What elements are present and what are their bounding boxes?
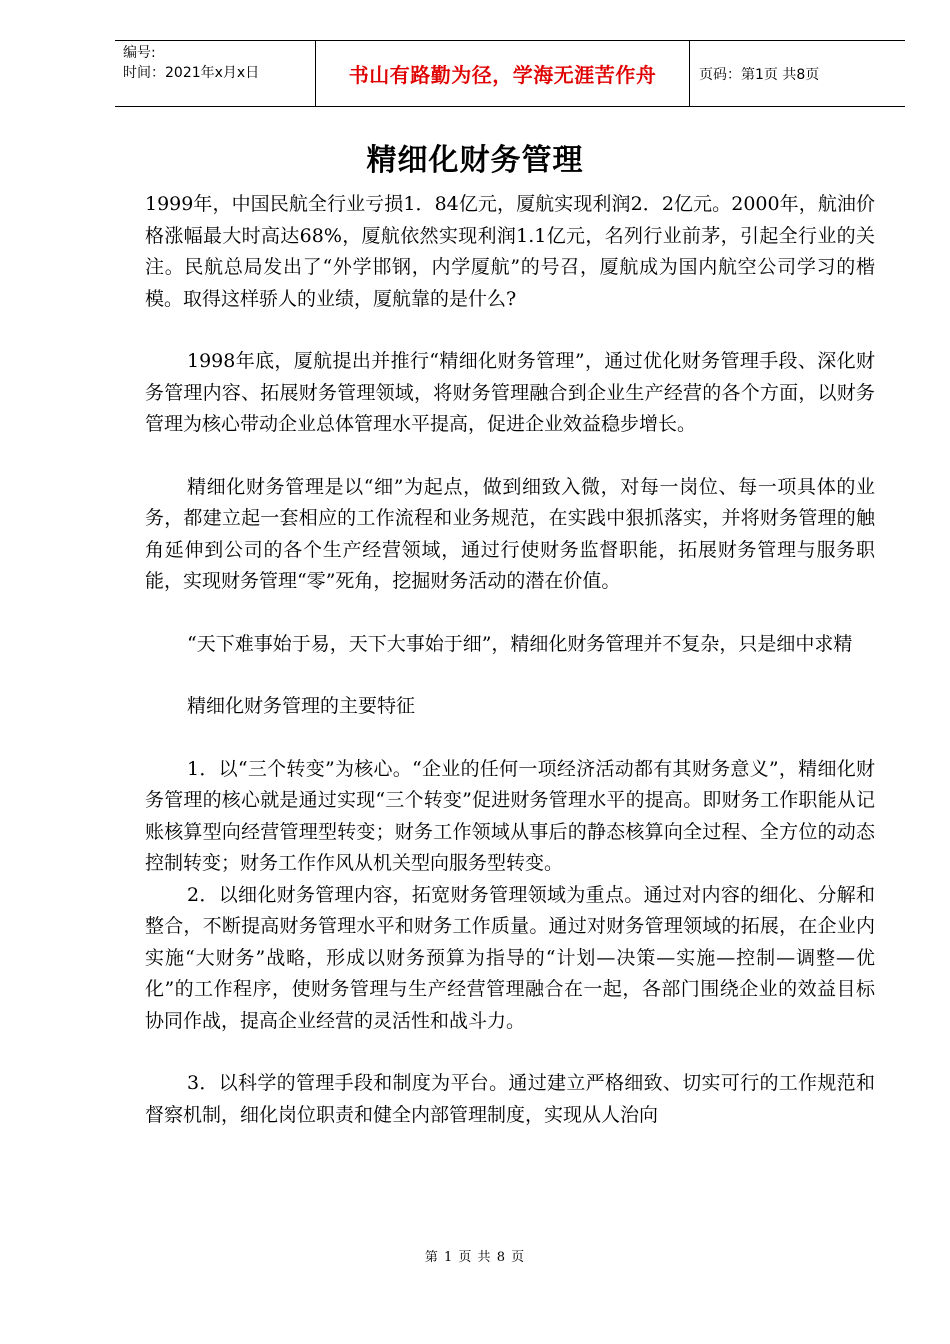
paragraph-intro: 1999年，中国民航全行业亏损1．84亿元，厦航实现利润2．2亿元。2000年，航油价格涨幅最大时高达68%，厦航依然实现利润1.1亿元，名列行业前茅，引起全行业的关注。民航总局发出了“外学邯钢，内学厦航”的号召，厦航成为国内航空公司学习的楷模。取得这样骄人的业绩，厦航靠的是什么? xyxy=(145,193,875,310)
document-header xyxy=(115,40,905,107)
document-title: 精细化财务管理 xyxy=(366,143,584,178)
paragraph-feature-3: 3．以科学的管理手段和制度为平台。通过建立严格细致、切实可行的工作规范和督察机制，细化岗位职责和健全内部管理制度，实现从人治向 xyxy=(145,1072,875,1126)
page-footer: 第 1 页 共 8 页 xyxy=(424,1250,526,1265)
paragraph-feature-1: 1．以“三个转变”为核心。“企业的任何一项经济活动都有其财务意义”，精细化财务管理的核心就是通过实现“三个转变”促进财务管理水平的提高。即财务工作职能从记账核算型向经营管理型转变；财务工作领域从事后的静态核算向全过程、全方位的动态控制转变；财务工作作风从机关型向服务型转变。 xyxy=(145,757,875,874)
document-body xyxy=(145,189,875,1131)
header-meta-cell xyxy=(115,41,316,106)
header-page-info: 页码：第1页 共8页 xyxy=(699,66,820,83)
header-motto: 书山有路勤为径，学海无涯苦作舟 xyxy=(316,41,690,106)
paragraph-feature-2: 2．以细化财务管理内容，拓宽财务管理领域为重点。通过对内容的细化、分解和整合，不断提高财务管理水平和财务工作质量。通过对财务管理领域的拓展，在企业内实施“大财务”战略，形成以财务预算为指导的“计划—决策—实施—控制—调整—优化”的工作程序，使财务管理与生产经营管理融合在一起，各部门围绕企业的效益目标协同作战，提高企业经营的灵活性和战斗力。 xyxy=(145,883,875,1032)
paragraph-background: 1998年底，厦航提出并推行“精细化财务管理”，通过优化财务管理手段、深化财务管理内容、拓展财务管理领域，将财务管理融合到企业生产经营的各个方面，以财务管理为核心带动企业总体管理水平提高，促进企业效益稳步增长。 xyxy=(145,350,875,435)
section-heading-features: 精细化财务管理的主要特征 xyxy=(187,695,416,717)
paragraph-quote: “天下难事始于易，天下大事始于细”，精细化财务管理并不复杂，只是细中求精 xyxy=(187,632,853,655)
paragraph-definition: 精细化财务管理是以“细”为起点，做到细致入微，对每一岗位、每一项具体的业务，都建立起一套相应的工作流程和业务规范，在实践中狠抓落实，并将财务管理的触角延伸到公司的各个生产经营领域，通过行使财务监督职能，拓展财务管理与服务职能，实现财务管理“零”死角，挖掘财务活动的潜在价值。 xyxy=(145,475,875,592)
time-label: 时间：2021年x月x日 xyxy=(123,65,260,81)
number-label: 编号: xyxy=(123,45,156,61)
